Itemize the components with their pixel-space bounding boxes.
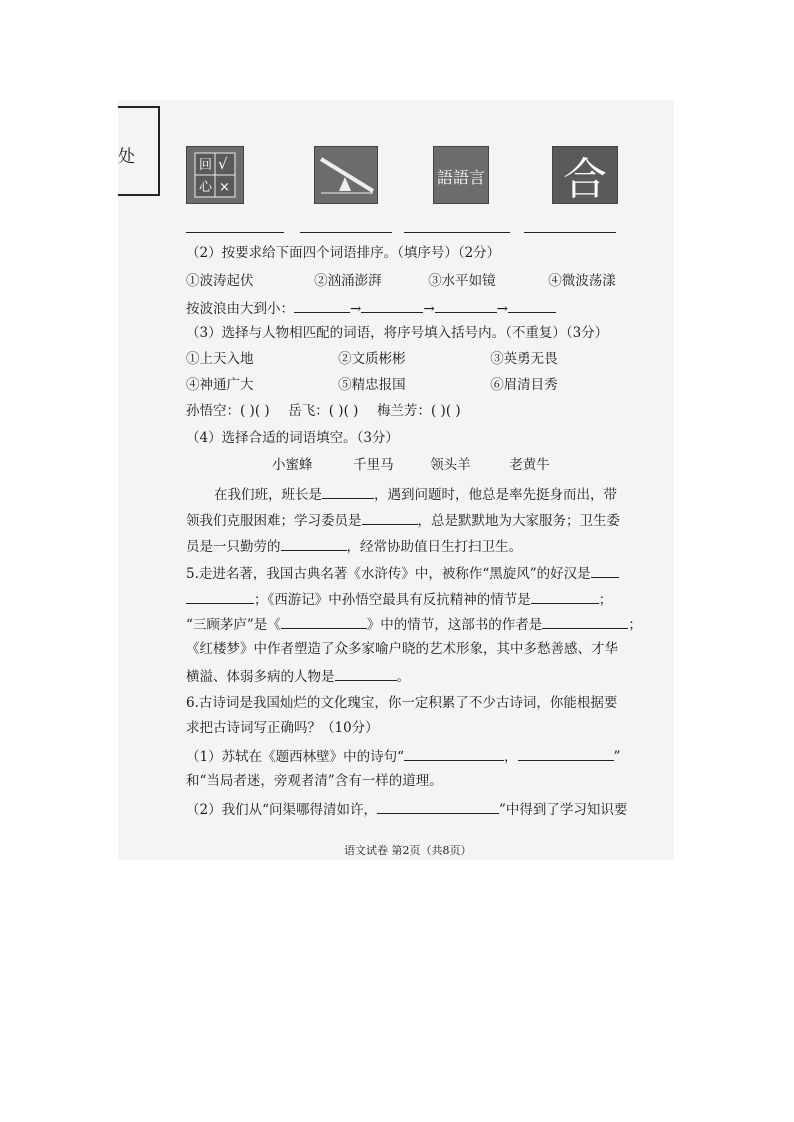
q6-line-1: 6.古诗词是我国灿烂的文化瑰宝，你一定积累了不少古诗词，你能根据要: [186, 695, 618, 711]
picture-3-glyphs: 語語言: [437, 168, 486, 187]
q4-word: 老黄牛: [509, 457, 550, 473]
answer-line-picture-1[interactable]: [186, 232, 284, 233]
q5-line-4: 《红楼梦》中作者塑造了众多家喻户晓的艺术形象，其中多愁善感、才华: [186, 641, 618, 657]
q6-blank-2[interactable]: [518, 746, 614, 761]
q4-text: ，总是默默地为大家服务；卫生委: [417, 513, 620, 529]
q5-text: 》中的情节，这部书的作者是: [366, 617, 543, 633]
side-margin-char: 处: [118, 147, 135, 167]
q3-title: （3）选择与人物相匹配的词语，将序号填入括号内。（不重复）（3分）: [186, 325, 609, 341]
answer-line-picture-3[interactable]: [404, 232, 510, 233]
q2-prompt: 按波浪由大到小：: [186, 301, 294, 317]
picture-1-glyph: ×: [219, 180, 230, 195]
q2-answer-row: [186, 298, 556, 318]
seesaw-icon: [314, 146, 378, 204]
q3-person: 岳飞：: [288, 403, 329, 419]
q4-title: （4）选择合适的词语填空。（3分）: [186, 430, 399, 446]
q6-blank-3[interactable]: [377, 799, 499, 814]
he-character-icon: [552, 146, 618, 204]
q2-title: （2）按要求给下面四个词语排序。（填序号）（2分）: [186, 245, 501, 261]
q5-text: 5.走进名著，我国古典名著《水浒传》中，被称作“黑旋风”的好汉是: [186, 566, 591, 582]
q4-passage-line-2: [186, 510, 620, 530]
q4-text: 在我们班，班长是: [214, 487, 322, 503]
q2-blank-1[interactable]: [294, 298, 350, 313]
picture-1-glyph: 回: [199, 158, 213, 173]
q3-options-row1: [186, 350, 558, 368]
q5-blank-1-cont[interactable]: [186, 589, 254, 604]
q2-blank-3[interactable]: [435, 298, 497, 313]
q3-person: 梅兰芳：: [377, 403, 431, 419]
q4-word: 领头羊: [430, 457, 471, 473]
q2-option: ③水平如镜: [428, 273, 496, 289]
q3-option: ②文质彬彬: [338, 351, 406, 367]
arrow: →: [350, 301, 362, 317]
q3-option: ③英勇无畏: [490, 351, 558, 367]
q4-passage-line-1: [214, 484, 617, 504]
q5-text: 。: [396, 669, 410, 685]
q2-option: ④微波荡漾: [548, 273, 616, 289]
q3-option: ⑤精忠报国: [338, 377, 406, 393]
q4-word: 千里马: [353, 457, 394, 473]
arrow: →: [423, 301, 435, 317]
q6-line-4: 和“当局者迷，旁观者清”含有一样的道理。: [186, 773, 443, 789]
q4-passage-line-3: [186, 536, 522, 556]
q4-text: ，遇到问题时，他总是率先挺身而出，带: [374, 487, 617, 503]
picture-1-glyph: 心: [199, 180, 213, 195]
q5-text: ；: [598, 592, 613, 608]
q6-line-3: [186, 746, 620, 766]
q5-text: ；: [628, 617, 642, 633]
q3-brackets[interactable]: ( )( ): [431, 403, 461, 419]
q5-blank-1[interactable]: [591, 563, 619, 578]
picture-1-glyph: √: [218, 155, 228, 173]
q6-text: （1）苏轼在《题西林壁》中的诗句“: [186, 749, 404, 765]
arrow: →: [496, 301, 508, 317]
picture-4-glyph: 合: [563, 154, 607, 203]
q6-text: （2）我们从“问渠哪得清如许，: [186, 802, 377, 818]
q3-answer-row: [186, 402, 461, 420]
q2-blank-2[interactable]: [361, 298, 423, 313]
q6-line-2: 求把古诗词写正确吗？（10分）: [186, 720, 379, 736]
q4-word-bank: [272, 456, 550, 474]
q4-text: 员是一只勤劳的: [186, 539, 281, 555]
q6-blank-1[interactable]: [404, 746, 504, 761]
q5-blank-3[interactable]: [281, 614, 367, 629]
q4-blank-2[interactable]: [362, 510, 418, 525]
q3-brackets[interactable]: ( )( ): [240, 403, 270, 419]
q3-option: ⑥眉清目秀: [490, 377, 558, 393]
q4-blank-1[interactable]: [322, 484, 374, 499]
q5-text: ；《西游记》中孙悟空最具有反抗精神的情节是: [254, 592, 531, 608]
q6-text: ”中得到了学习知识要: [499, 802, 628, 818]
q3-brackets[interactable]: ( )( ): [328, 403, 359, 419]
q5-blank-4[interactable]: [542, 614, 628, 629]
q5-blank-2[interactable]: [531, 589, 599, 604]
q4-text: ，经常协助值日生打扫卫生。: [346, 539, 522, 555]
answer-line-picture-2[interactable]: [300, 232, 392, 233]
q4-word: 小蜜蜂: [272, 457, 313, 473]
q5-text: 横溢、体弱多病的人物是: [186, 669, 335, 685]
q3-option: ④神通广大: [186, 377, 254, 393]
q4-blank-3[interactable]: [281, 536, 347, 551]
q2-blank-4[interactable]: [508, 298, 556, 313]
q3-options-row2: [186, 376, 558, 394]
q5-blank-5[interactable]: [335, 666, 397, 681]
q2-option: ②汹涌澎湃: [314, 273, 382, 289]
q6-text: ”: [613, 749, 621, 765]
q2-options: [186, 272, 616, 290]
q3-option: ①上天入地: [186, 351, 254, 367]
page-footer: 语文试卷 第2页（共8页）: [344, 844, 472, 857]
q5-text: “三顾茅庐”是《: [186, 617, 281, 633]
q5-line-1: [186, 563, 619, 583]
answer-line-picture-4[interactable]: [524, 232, 616, 233]
q6-text: ，: [504, 749, 518, 765]
q5-line-5: [186, 666, 410, 686]
repeated-speech-icon: [433, 146, 489, 204]
q3-person: 孙悟空：: [186, 403, 240, 419]
q2-option: ①波涛起伏: [186, 273, 254, 289]
q5-line-2: [186, 589, 612, 609]
q4-text: 领我们克服困难；学习委员是: [186, 513, 362, 529]
q5-line-3: [186, 614, 642, 634]
grid-check-cross-icon: [186, 146, 244, 204]
q6-line-5: [186, 799, 627, 819]
